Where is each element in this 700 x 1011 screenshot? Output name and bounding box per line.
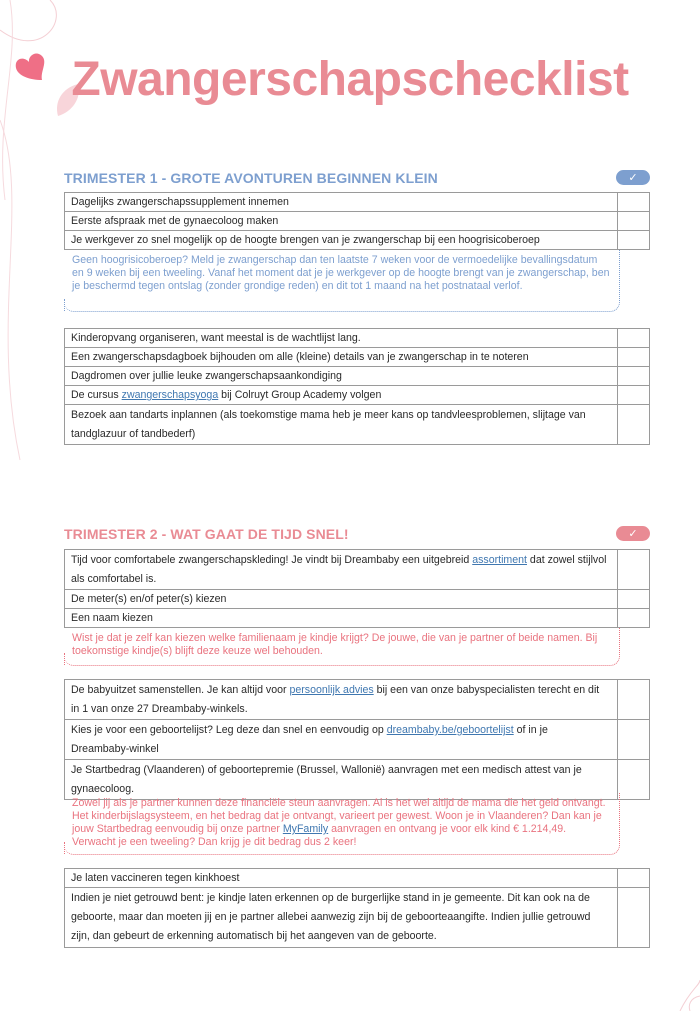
trimester-2-heading: TRIMESTER 2 - WAT GAAT DE TIJD SNEL! [64, 526, 349, 542]
checklist-row[interactable]: Je Startbedrag (Vlaanderen) of geboortepremie (Brussel, Wallonië) aanvragen met een medisch attest van je gynaecoloog. [65, 760, 649, 800]
checklist-row[interactable]: Kinderopvang organiseren, want meestal is de wachtlijst lang. [65, 329, 649, 348]
trimester-1-heading: TRIMESTER 1 - GROTE AVONTUREN BEGINNEN KLEIN [64, 170, 438, 186]
trimester-2-table-3 [64, 868, 650, 948]
trimester-1-table-2 [64, 328, 650, 445]
checklist-row[interactable]: Dagdromen over jullie leuke zwangerschapsaankondiging [65, 367, 649, 386]
checklist-row[interactable]: Dagelijks zwangerschapssupplement innemen [65, 193, 649, 212]
persoonlijk-advies-link[interactable]: persoonlijk advies [289, 684, 374, 696]
checklist-row[interactable]: Bezoek aan tandarts inplannen (als toekomstige mama heb je meer kans op tandvleesproblemen, slijtage van tandglazuur of tandbederf) [65, 405, 649, 445]
check-icon: ✓ [616, 526, 650, 541]
checklist-row[interactable]: Een zwangerschapsdagboek bijhouden om alle (kleine) details van je zwangerschap in te noteren [65, 348, 649, 367]
yoga-link[interactable]: zwangerschapsyoga [121, 389, 219, 401]
checklist-row[interactable]: Je werkgever zo snel mogelijk op de hoogte brengen van je zwangerschap bij een hoogrisicoberoep [65, 231, 649, 250]
trimester-1-header [64, 168, 650, 190]
checklist-row[interactable]: Tijd voor comfortabele zwangerschapskleding! Je vindt bij Dreambaby een uitgebreid assortiment dat zowel stijlvol als comfortabel is. [65, 550, 649, 590]
checklist-row[interactable]: Je laten vaccineren tegen kinkhoest [65, 869, 649, 888]
check-icon: ✓ [616, 170, 650, 185]
trimester-2-info-note-1: Wist je dat je zelf kan kiezen welke familienaam je kindje krijgt? De jouwe, die van je partner of beide namen. Bij toekomstige kindje(s) blijft deze keuze wel behouden. [64, 628, 620, 666]
checklist-row[interactable]: Kies je voor een geboortelijst? Leg deze dan snel en eenvoudig op dreambaby.be/geboortelijst of in je Dreambaby-winkel [65, 720, 649, 760]
trimester-2-table-2 [64, 679, 650, 800]
trimester-2-info-note-2: Zowel jij als je partner kunnen deze financiële steun aanvragen. Al is het wel altijd de mama die het geld ontvangt. Het kinderbijslagsysteem, en het bedrag dat je ontvangt, varieert per gewest. Woon je in Vlaanderen? Dan kan je jouw Startbedrag eenvoudig bij onze partner MyFamily aanvragen en ontvang je voor elk kind € 1.214,49. Verwacht je een tweeling? Dan krijg je dit bedrag dus 2 keer! [64, 793, 620, 855]
trimester-2-table-1 [64, 549, 650, 628]
checklist-row[interactable]: Een naam kiezen [65, 609, 649, 628]
geboortelijst-link[interactable]: dreambaby.be/geboortelijst [386, 724, 514, 736]
assortiment-link[interactable]: assortiment [472, 554, 527, 566]
trimester-1-info-note: Geen hoogrisicoberoep? Meld je zwangerschap dan ten laatste 7 weken voor de vermoedelijke bevallingsdatum en 9 weken bij een tweeling. Vanaf het moment dat je je werkgever op de hoogte brengt van je zwangerschap, ben je beschermd tegen ontslag (zonder grondige reden) en dit tot 1 maand na het postnataal verlof. [64, 250, 620, 312]
checklist-row[interactable]: De cursus zwangerschapsyoga bij Colruyt Group Academy volgen [65, 386, 649, 405]
checklist-row[interactable]: Eerste afspraak met de gynaecoloog maken [65, 212, 649, 231]
trimester-2-header [64, 524, 650, 546]
myfamily-link[interactable]: MyFamily [282, 823, 329, 835]
checklist-row[interactable]: Indien je niet getrouwd bent: je kindje laten erkennen op de burgerlijke stand in je gemeente. Dit kan ook na de geboorte, maar dan moeten jij en je partner allebei aanwezig zijn bij de geboorteaangifte. Indien jullie getrouwd zijn, dan gebeurt de erkenning automatisch bij het aangeven van de geboorte. [65, 888, 649, 948]
checklist-row[interactable]: De babyuitzet samenstellen. Je kan altijd voor persoonlijk advies bij een van onze babyspecialisten terecht en dit in 1 van onze 27 Dreambaby-winkels. [65, 680, 649, 720]
page-title: Zwangerschapschecklist [71, 53, 629, 106]
trimester-1-table-1 [64, 192, 650, 250]
checklist-row[interactable]: De meter(s) en/of peter(s) kiezen [65, 590, 649, 609]
